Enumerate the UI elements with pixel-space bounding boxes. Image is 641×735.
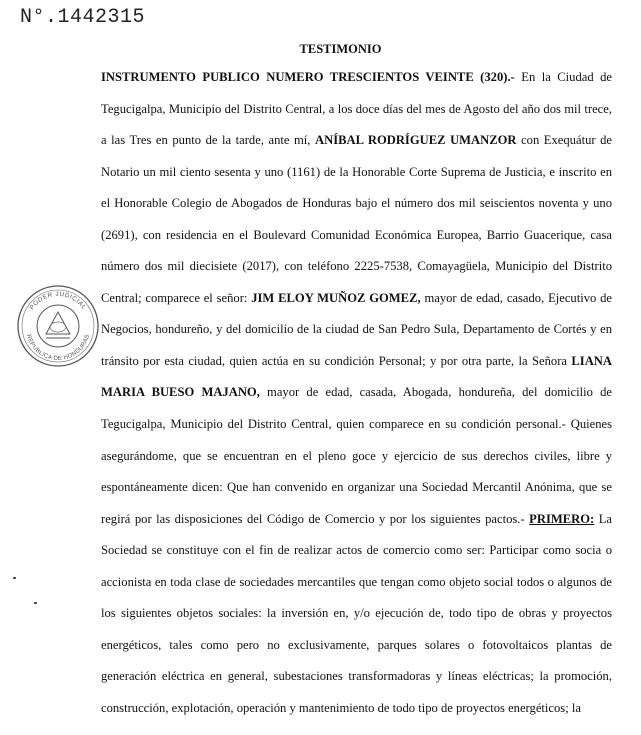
speck-mark — [13, 577, 16, 579]
document-body — [101, 62, 612, 724]
svg-text:REPUBLICA DE HONDURAS: REPUBLICA DE HONDURAS — [24, 333, 92, 363]
body-text-run: La Sociedad se constituye con el fin de realizar actos de comercio como ser: Participar como socia o accionista en toda clase de sociedades mercantiles que tengan como objeto social todos o algunos de los siguientes objetos sociales: la inversión en, y/o ejecución de, todo tipo de obras y proyectos energéticos, tales como pero no exclusivamente, parques solares o fotovoltaicos plantas de generación eléctrica en general, subestaciones transformadoras y líneas eléctricas; la promoción, construcción, explotación, operación y mantenimiento de todo tipo de proyectos energéticos; la — [101, 511, 612, 715]
emphasis-text: LIANA MARIA BUESO MAJANO, — [101, 353, 612, 400]
body-text-run: mayor de edad, casado, Ejecutivo de Negocios, hondureño, y del domicilio de la ciudad de San Pedro Sula, Departamento de Cortés y en tránsito por esta ciudad, quien actúa en su condición Personal; y por otra parte, la Señora — [101, 290, 613, 368]
svg-text:PODER JUDICIAL: PODER JUDICIAL — [28, 290, 88, 312]
serial-number: N°.1442315 — [20, 6, 146, 29]
emphasis-text: INSTRUMENTO PUBLICO NUMERO TRESCIENTOS VEINTE (320).- — [101, 70, 515, 84]
speck-mark — [34, 602, 37, 604]
document-heading: TESTIMONIO — [299, 42, 382, 56]
seal-stamp-icon — [16, 284, 100, 368]
body-text-run: En la Ciudad de Tegucigalpa, Municipio del Distrito Central, a los doce días del mes de Agosto del año dos mil trece, a las Tres en punto de la tarde, ante mí, — [101, 70, 612, 148]
emphasis-text: PRIMERO: — [529, 511, 595, 526]
body-text-run: con Exequátur de Notario un mil ciento sesenta y uno (1161) de la Honorable Corte Suprema de Justicia, e inscrito en el Honorable Colegio de Abogados de Honduras bajo el número dos mil seiscientos noventa y uno (2691), con residencia en el Boulevard Comunidad Económica Europea, Barrio Guacerique, casa número dos mil diecisiete (2017), con teléfono 2225-7538, Comayagüela, Municipio del Distrito Central; comparece el señor: — [101, 133, 612, 305]
emphasis-text: ANÍBAL RODRÍGUEZ UMANZOR — [315, 133, 517, 148]
emphasis-text: JIM ELOY MUÑOZ GOMEZ, — [251, 290, 421, 305]
body-text-run: mayor de edad, casada, Abogada, hondureña, del domicilio de Tegucigalpa, Municipio del Distrito Central, quien comparece en su condición personal.- Quienes asegurándome, que se encuentran en el pleno goce y ejercicio de sus derechos civiles, libre y espontáneamente dicen: Que han convenido en organizar una Sociedad Mercantil Anónima, que se regirá por las disposiciones del Código de Comercio y por los siguientes pactos.- — [101, 385, 612, 526]
body-paragraph — [101, 62, 612, 724]
